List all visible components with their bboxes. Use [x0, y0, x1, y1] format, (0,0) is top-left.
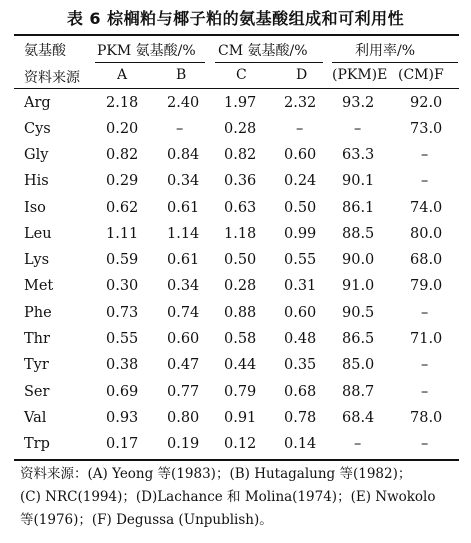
row-label-ser: Ser — [24, 384, 50, 400]
row-label-trp: Trp — [24, 436, 50, 452]
cell-trp-e: – — [354, 436, 362, 452]
cell-tyr-e: 85.0 — [342, 357, 375, 373]
cell-ser-c: 0.79 — [224, 384, 257, 400]
row-label-iso: Iso — [24, 200, 46, 216]
cell-iso-d: 0.50 — [284, 200, 317, 216]
cell-phe-b: 0.74 — [167, 305, 200, 321]
cell-thr-a: 0.55 — [106, 331, 139, 347]
row-label-cys: Cys — [24, 121, 51, 137]
cell-met-f: 79.0 — [410, 278, 443, 294]
cell-iso-f: 74.0 — [410, 200, 443, 216]
cell-phe-e: 90.5 — [342, 305, 375, 321]
row-label-met: Met — [24, 278, 54, 294]
bottom-rule — [14, 459, 459, 461]
cell-val-e: 68.4 — [342, 410, 375, 426]
cell-cys-e: – — [354, 121, 362, 137]
cell-cys-f: 73.0 — [410, 121, 443, 137]
row-label-his: His — [24, 173, 49, 189]
cell-thr-d: 0.48 — [284, 331, 317, 347]
cell-ser-e: 88.7 — [342, 384, 375, 400]
header-sub-e: (PKM)E — [332, 67, 388, 83]
top-rule — [14, 34, 459, 36]
cell-phe-c: 0.88 — [224, 305, 257, 321]
cell-arg-b: 2.40 — [167, 95, 200, 111]
cell-phe-d: 0.60 — [284, 305, 317, 321]
cell-arg-c: 1.97 — [224, 95, 257, 111]
cell-his-b: 0.34 — [167, 173, 200, 189]
cell-gly-f: – — [421, 147, 429, 163]
cell-ser-f: – — [421, 384, 429, 400]
cell-arg-a: 2.18 — [106, 95, 139, 111]
header-sub-c: C — [236, 67, 247, 83]
cell-tyr-f: – — [421, 357, 429, 373]
header-group-pkm: PKM 氨基酸/% — [97, 43, 196, 59]
cell-thr-b: 0.60 — [167, 331, 200, 347]
cell-phe-a: 0.73 — [106, 305, 139, 321]
cell-trp-f: – — [421, 436, 429, 452]
cell-ser-b: 0.77 — [167, 384, 200, 400]
cell-iso-b: 0.61 — [167, 200, 200, 216]
cell-arg-e: 93.2 — [342, 95, 375, 111]
cell-cys-b: – — [176, 121, 184, 137]
cell-lys-a: 0.59 — [106, 252, 139, 268]
cell-lys-b: 0.61 — [167, 252, 200, 268]
footnote-line-2: (C) NRC(1994)；(D)Lachance 和 Molina(1974)；(E) Nwokolo — [20, 489, 436, 505]
cell-thr-f: 71.0 — [410, 331, 443, 347]
cell-iso-e: 86.1 — [342, 200, 375, 216]
header-rule — [14, 88, 459, 89]
cell-iso-c: 0.63 — [224, 200, 257, 216]
cell-leu-a: 1.11 — [106, 226, 139, 242]
row-label-val: Val — [24, 410, 47, 426]
row-label-arg: Arg — [24, 95, 51, 111]
cell-thr-c: 0.58 — [224, 331, 257, 347]
cell-lys-d: 0.55 — [284, 252, 317, 268]
cell-cys-d: – — [296, 121, 304, 137]
cell-tyr-c: 0.44 — [224, 357, 257, 373]
header-group-utilization: 利用率/% — [355, 43, 416, 59]
cell-gly-b: 0.84 — [167, 147, 200, 163]
header-group-cm-underline — [215, 62, 323, 63]
header-group-utilization-underline — [332, 62, 458, 63]
header-sub-b: B — [176, 67, 187, 83]
cell-gly-d: 0.60 — [284, 147, 317, 163]
cell-tyr-b: 0.47 — [167, 357, 200, 373]
cell-his-e: 90.1 — [342, 173, 375, 189]
footnote-line-3: 等(1976)；(F) Degussa (Unpublish)。 — [20, 512, 273, 528]
cell-trp-a: 0.17 — [106, 436, 139, 452]
cell-lys-e: 90.0 — [342, 252, 375, 268]
cell-his-d: 0.24 — [284, 173, 317, 189]
cell-trp-d: 0.14 — [284, 436, 317, 452]
header-group-cm: CM 氨基酸/% — [218, 43, 308, 59]
cell-leu-b: 1.14 — [167, 226, 200, 242]
cell-val-d: 0.78 — [284, 410, 317, 426]
cell-iso-a: 0.62 — [106, 200, 139, 216]
cell-gly-a: 0.82 — [106, 147, 139, 163]
cell-leu-e: 88.5 — [342, 226, 375, 242]
cell-thr-e: 86.5 — [342, 331, 375, 347]
cell-gly-e: 63.3 — [342, 147, 375, 163]
cell-cys-c: 0.28 — [224, 121, 257, 137]
row-label-thr: Thr — [24, 331, 50, 347]
cell-arg-d: 2.32 — [284, 95, 317, 111]
cell-lys-f: 68.0 — [410, 252, 443, 268]
header-sub-d: D — [296, 67, 308, 83]
cell-trp-c: 0.12 — [224, 436, 257, 452]
cell-leu-d: 0.99 — [284, 226, 317, 242]
cell-lys-c: 0.50 — [224, 252, 257, 268]
cell-met-a: 0.30 — [106, 278, 139, 294]
cell-ser-d: 0.68 — [284, 384, 317, 400]
header-sub-a: A — [117, 67, 128, 83]
cell-met-c: 0.28 — [224, 278, 257, 294]
cell-tyr-d: 0.35 — [284, 357, 317, 373]
row-label-gly: Gly — [24, 147, 49, 163]
row-label-lys: Lys — [24, 252, 50, 268]
cell-val-a: 0.93 — [106, 410, 139, 426]
cell-his-a: 0.29 — [106, 173, 139, 189]
header-group-pkm-underline — [95, 62, 205, 63]
cell-met-e: 91.0 — [342, 278, 375, 294]
cell-his-f: – — [421, 173, 429, 189]
cell-met-b: 0.34 — [167, 278, 200, 294]
cell-cys-a: 0.20 — [106, 121, 139, 137]
table-title: 表 6 棕榈粕与椰子粕的氨基酸组成和可利用性 — [66, 9, 405, 28]
row-label-leu: Leu — [24, 226, 52, 242]
cell-val-f: 78.0 — [410, 410, 443, 426]
cell-val-b: 0.80 — [167, 410, 200, 426]
cell-leu-f: 80.0 — [410, 226, 443, 242]
cell-arg-f: 92.0 — [410, 95, 443, 111]
cell-leu-c: 1.18 — [224, 226, 257, 242]
row-label-tyr: Tyr — [24, 357, 49, 373]
cell-tyr-a: 0.38 — [106, 357, 139, 373]
header-amino-acid: 氨基酸 — [24, 43, 66, 59]
cell-ser-a: 0.69 — [106, 384, 139, 400]
cell-gly-c: 0.82 — [224, 147, 257, 163]
header-data-source: 资料来源 — [24, 70, 80, 86]
cell-met-d: 0.31 — [284, 278, 317, 294]
cell-his-c: 0.36 — [224, 173, 257, 189]
cell-phe-f: – — [421, 305, 429, 321]
footnote-line-1: 资料来源：(A) Yeong 等(1983)；(B) Hutagalung 等(1982)； — [20, 466, 412, 482]
row-label-phe: Phe — [24, 305, 52, 321]
header-sub-f: (CM)F — [398, 67, 444, 83]
cell-val-c: 0.91 — [224, 410, 257, 426]
cell-trp-b: 0.19 — [167, 436, 200, 452]
